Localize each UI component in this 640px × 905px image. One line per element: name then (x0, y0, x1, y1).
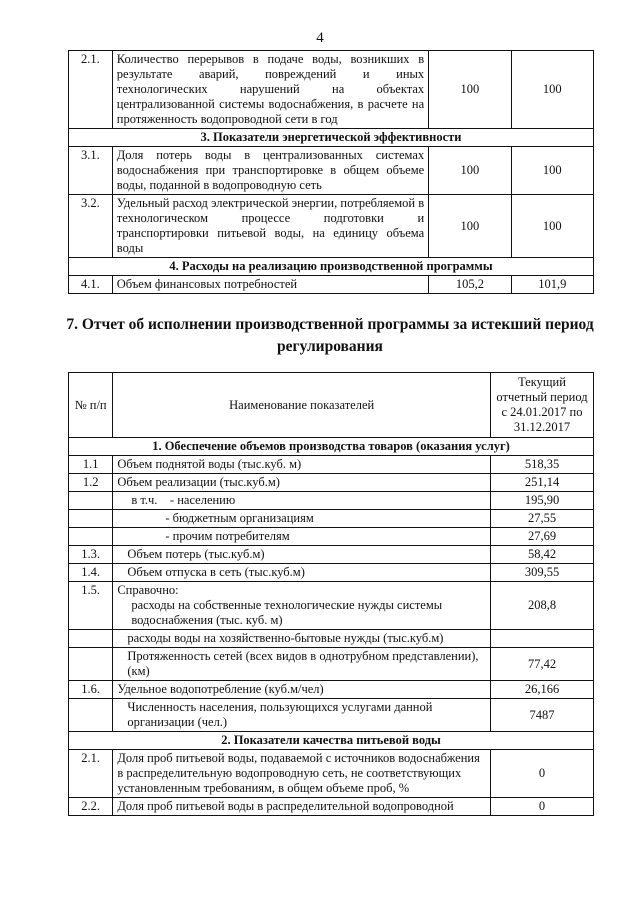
row-number: 3.2. (69, 195, 113, 258)
row-number: 2.1. (69, 750, 113, 798)
row-name: Количество перерывов в подаче воды, возникших в результате аварий, повреждений и иных технологических нарушений на объектах централизованной системы водоснабжения, в расчете на протяженность водопроводной сети в год (112, 51, 428, 129)
table-row (69, 147, 594, 195)
row-name: Объем потерь (тыс.куб.м) (113, 546, 491, 564)
row-number: 1.3. (69, 546, 113, 564)
table-row (69, 699, 594, 732)
row-value: 26,166 (491, 681, 594, 699)
row-number (69, 510, 113, 528)
table-row (69, 681, 594, 699)
row-name: Протяженность сетей (всех видов в однотрубном представлении), (км) (113, 648, 491, 681)
row-value (491, 630, 594, 648)
section-title: 3. Показатели энергетической эффективности (69, 129, 594, 147)
row-name: Доля проб питьевой воды, подаваемой с источников водоснабжения в распределительную водопроводную сеть, не соответствующих установленным требованиям, в общем объеме проб, % (113, 750, 491, 798)
row-value-plan: 105,2 (429, 276, 511, 294)
section-title: 2. Показатели качества питьевой воды (69, 732, 594, 750)
row-value-plan: 100 (429, 51, 511, 129)
row-name: расходы воды на хозяйственно-бытовые нужды (тыс.куб.м) (113, 630, 491, 648)
row-value-fact: 100 (511, 51, 593, 129)
row-name (113, 582, 491, 630)
row-number: 1.2 (69, 474, 113, 492)
row-number (69, 528, 113, 546)
table-row (69, 798, 594, 816)
row-number (69, 648, 113, 681)
report-title: 7. Отчет об исполнении производственной программы за истекший период регулирования (66, 316, 594, 355)
row-name: Объем финансовых потребностей (112, 276, 428, 294)
section-header (69, 438, 594, 456)
header-num: № п/п (69, 373, 113, 438)
row-number: 3.1. (69, 147, 113, 195)
table-row (69, 474, 594, 492)
page-number: 4 (316, 30, 324, 46)
row-value-fact: 100 (511, 195, 593, 258)
table-row (69, 528, 594, 546)
row-value: 309,55 (491, 564, 594, 582)
table-row (69, 456, 594, 474)
section-header (69, 732, 594, 750)
row-name: Объем отпуска в сеть (тыс.куб.м) (113, 564, 491, 582)
table-row (69, 648, 594, 681)
table-row (69, 750, 594, 798)
section-title: 1. Обеспечение объемов производства товаров (оказания услуг) (69, 438, 594, 456)
indicators-table-continued (68, 50, 594, 294)
row-name: Доля потерь воды в централизованных системах водоснабжения при транспортировке в общем объеме воды, поданной в водопроводную сеть (112, 147, 428, 195)
table-row (69, 492, 594, 510)
row-name: - прочим потребителям (113, 528, 491, 546)
row-number: 1.6. (69, 681, 113, 699)
row-name-heading: Справочно: (117, 583, 179, 597)
table-row (69, 630, 594, 648)
table-row (69, 582, 594, 630)
table-header-row (69, 373, 594, 438)
row-number: 1.5. (69, 582, 113, 630)
row-number: 1.1 (69, 456, 113, 474)
header-name: Наименование показателей (113, 373, 491, 438)
row-number: 2.1. (69, 51, 113, 129)
row-name: Удельный расход электрической энергии, потребляемой в технологическом процессе подготовки и транспортировки питьевой воды, на единицу объема воды (112, 195, 428, 258)
report-table (68, 372, 594, 816)
row-value: 0 (491, 798, 594, 816)
table-row (69, 51, 594, 129)
row-name: - бюджетным организациям (113, 510, 491, 528)
table-row (69, 546, 594, 564)
row-value-plan: 100 (429, 147, 511, 195)
row-value: 195,90 (491, 492, 594, 510)
row-value-fact: 101,9 (511, 276, 593, 294)
row-number (69, 492, 113, 510)
row-number: 4.1. (69, 276, 113, 294)
table-row (69, 276, 594, 294)
row-name: Численность населения, пользующихся услугами данной организации (чел.) (113, 699, 491, 732)
table-row (69, 195, 594, 258)
row-name: Удельное водопотребление (куб.м/чел) (113, 681, 491, 699)
row-number (69, 630, 113, 648)
table-row (69, 510, 594, 528)
row-value-plan: 100 (429, 195, 511, 258)
row-value: 27,55 (491, 510, 594, 528)
row-value: 27,69 (491, 528, 594, 546)
header-period: Текущий отчетный период с 24.01.2017 по 31.12.2017 (491, 373, 594, 438)
section-header (69, 258, 594, 276)
row-name-detail: расходы на собственные технологические нужды системы водоснабжения (тыс. куб. м) (131, 598, 443, 627)
row-number (69, 699, 113, 732)
row-value: 0 (491, 750, 594, 798)
row-name: Объем реализации (тыс.куб.м) (113, 474, 491, 492)
row-value: 77,42 (491, 648, 594, 681)
row-value: 58,42 (491, 546, 594, 564)
row-name: в т.ч. - населению (113, 492, 491, 510)
section-header (69, 129, 594, 147)
row-value-fact: 100 (511, 147, 593, 195)
row-name: Объем поднятой воды (тыс.куб. м) (113, 456, 491, 474)
row-value: 518,35 (491, 456, 594, 474)
row-value: 7487 (491, 699, 594, 732)
row-value: 208,8 (491, 582, 594, 630)
section-title: 4. Расходы на реализацию производственной программы (69, 258, 594, 276)
table-row (69, 564, 594, 582)
row-name: Доля проб питьевой воды в распределительной водопроводной (113, 798, 491, 816)
row-number: 1.4. (69, 564, 113, 582)
row-value: 251,14 (491, 474, 594, 492)
row-number: 2.2. (69, 798, 113, 816)
